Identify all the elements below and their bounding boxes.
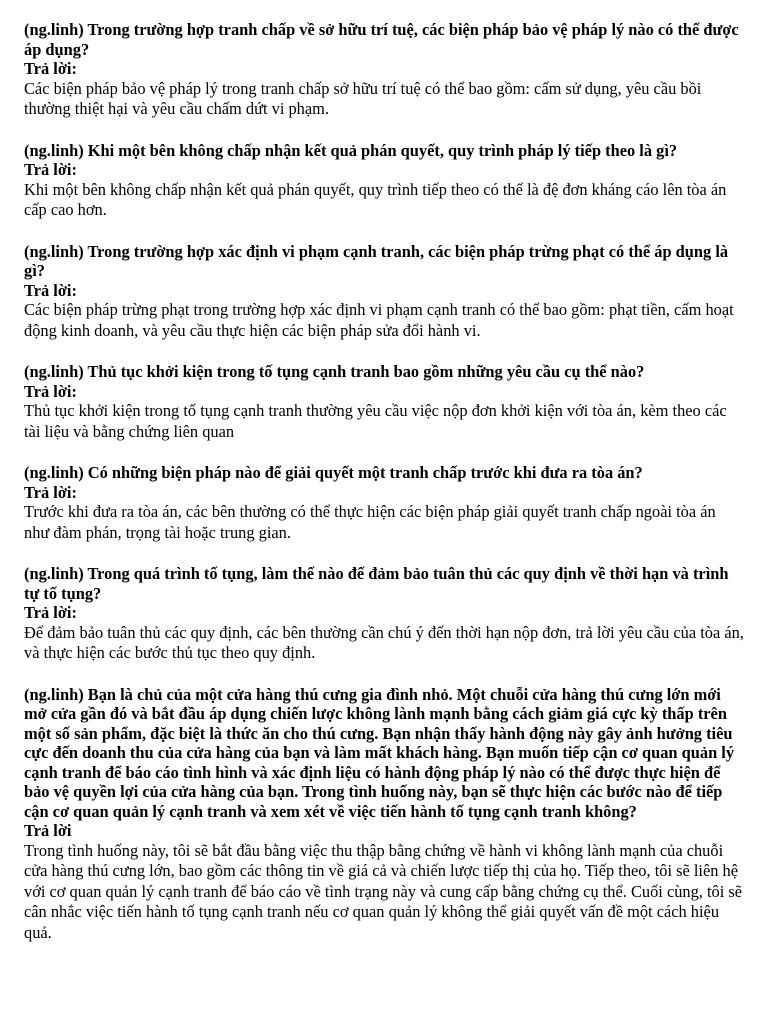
qa-item-1 [24, 20, 744, 120]
qa-item-5 [24, 463, 744, 543]
answer-label: Trả lời: [24, 280, 77, 300]
answer-text: Trước khi đưa ra tòa án, các bên thường có thể thực hiện các biện pháp giải quyết tranh chấp ngoài tòa án như đàm phán, trọng tài hoặc trung gian. [24, 502, 716, 542]
qa-item-7 [24, 685, 744, 944]
qa-item-3 [24, 242, 744, 342]
question-text: (ng.linh) Khi một bên không chấp nhận kết quả phán quyết, quy trình pháp lý tiếp theo là gì? [24, 140, 678, 160]
qa-item-4 [24, 362, 744, 442]
question-text: (ng.linh) Có những biện pháp nào để giải quyết một tranh chấp trước khi đưa ra tòa án? [24, 463, 643, 482]
question-text: (ng.linh) Trong quá trình tố tụng, làm thế nào để đảm bảo tuân thủ các quy định về thời hạn và trình tự tố tụng? [24, 564, 729, 603]
answer-text: Các biện pháp trừng phạt trong trường hợp xác định vi phạm cạnh tranh có thể bao gồm: phạt tiền, cấm hoạt động kinh doanh, và yêu cầu thực hiện các biện pháp sửa đổi hành vi. [24, 300, 734, 340]
answer-label: Trả lời: [24, 59, 77, 78]
answer-text: Thủ tục khởi kiện trong tố tụng cạnh tranh thường yêu cầu việc nộp đơn khởi kiện với tòa án, kèm theo các tài liệu và bằng chứng liên quan [24, 401, 727, 441]
answer-text: Trong tình huống này, tôi sẽ bắt đầu bằng việc thu thập bằng chứng về hành vi không lành mạnh của chuỗi cửa hàng thú cưng lớn, bao gồm các thông tin về giá cả và chiến lược tiếp thị của họ. Tiếp theo, tôi sẽ liên hệ với cơ quan quản lý cạnh tranh để báo cáo về tình trạng này và cung cấp bằng chứng cụ thể. Cuối cùng, tôi sẽ cân nhắc việc tiến hành tố tụng cạnh tranh nếu cơ quan quản lý không thể giải quyết vấn đề một cách hiệu quả. [24, 840, 743, 942]
qa-item-2 [24, 141, 744, 221]
question-text: (ng.linh) Thủ tục khởi kiện trong tố tụng cạnh tranh bao gồm những yêu cầu cụ thể nào? [24, 362, 645, 381]
qa-item-6 [24, 564, 744, 664]
question-text: (ng.linh) Trong trường hợp tranh chấp về sở hữu trí tuệ, các biện pháp bảo vệ pháp lý nào có thể được áp dụng? [24, 20, 739, 59]
question-text: (ng.linh) Bạn là chủ của một cửa hàng thú cưng gia đình nhỏ. Một chuỗi cửa hàng thú cưng lớn mới mở cửa gần đó và bắt đầu áp dụng chiến lược không lành mạnh bằng cách giảm giá cực kỳ thấp trên một số sản phẩm, đặc biệt là thức ăn cho thú cưng. Bạn nhận thấy hành động này gây ảnh hưởng tiêu cực đến doanh thu của cửa hàng của bạn và làm mất khách hàng. Bạn muốn tiếp cận cơ quan quản lý cạnh tranh để báo cáo tình hình và xác định liệu có hành động pháp lý nào có thể được thực hiện để bảo vệ quyền lợi của cửa hàng của bạn. Trong tình huống này, bạn sẽ thực hiện các bước nào để tiếp cận cơ quan quản lý cạnh tranh và xem xét về việc tiến hành tố tụng cạnh tranh không? [24, 684, 735, 821]
answer-text: Để đảm bảo tuân thủ các quy định, các bên thường cần chú ý đến thời hạn nộp đơn, trả lời yêu cầu của tòa án, và thực hiện các bước thủ tục theo quy định. [24, 622, 744, 662]
answer-label: Trả lời: [24, 603, 77, 622]
answer-text: Các biện pháp bảo vệ pháp lý trong tranh chấp sở hữu trí tuệ có thể bao gồm: cấm sử dụng, yêu cầu bồi thường thiệt hại và yêu cầu chấm dứt vi phạm. [24, 78, 702, 118]
answer-label: Trả lời: [24, 482, 77, 502]
answer-label: Trả lời [24, 821, 72, 840]
answer-label: Trả lời: [24, 160, 77, 179]
answer-text: Khi một bên không chấp nhận kết quả phán quyết, quy trình tiếp theo có thể là đệ đơn kháng cáo lên tòa án cấp cao hơn. [24, 179, 727, 219]
question-text: (ng.linh) Trong trường hợp xác định vi phạm cạnh tranh, các biện pháp trừng phạt có thể áp dụng là gì? [24, 241, 729, 280]
answer-label: Trả lời: [24, 381, 77, 401]
